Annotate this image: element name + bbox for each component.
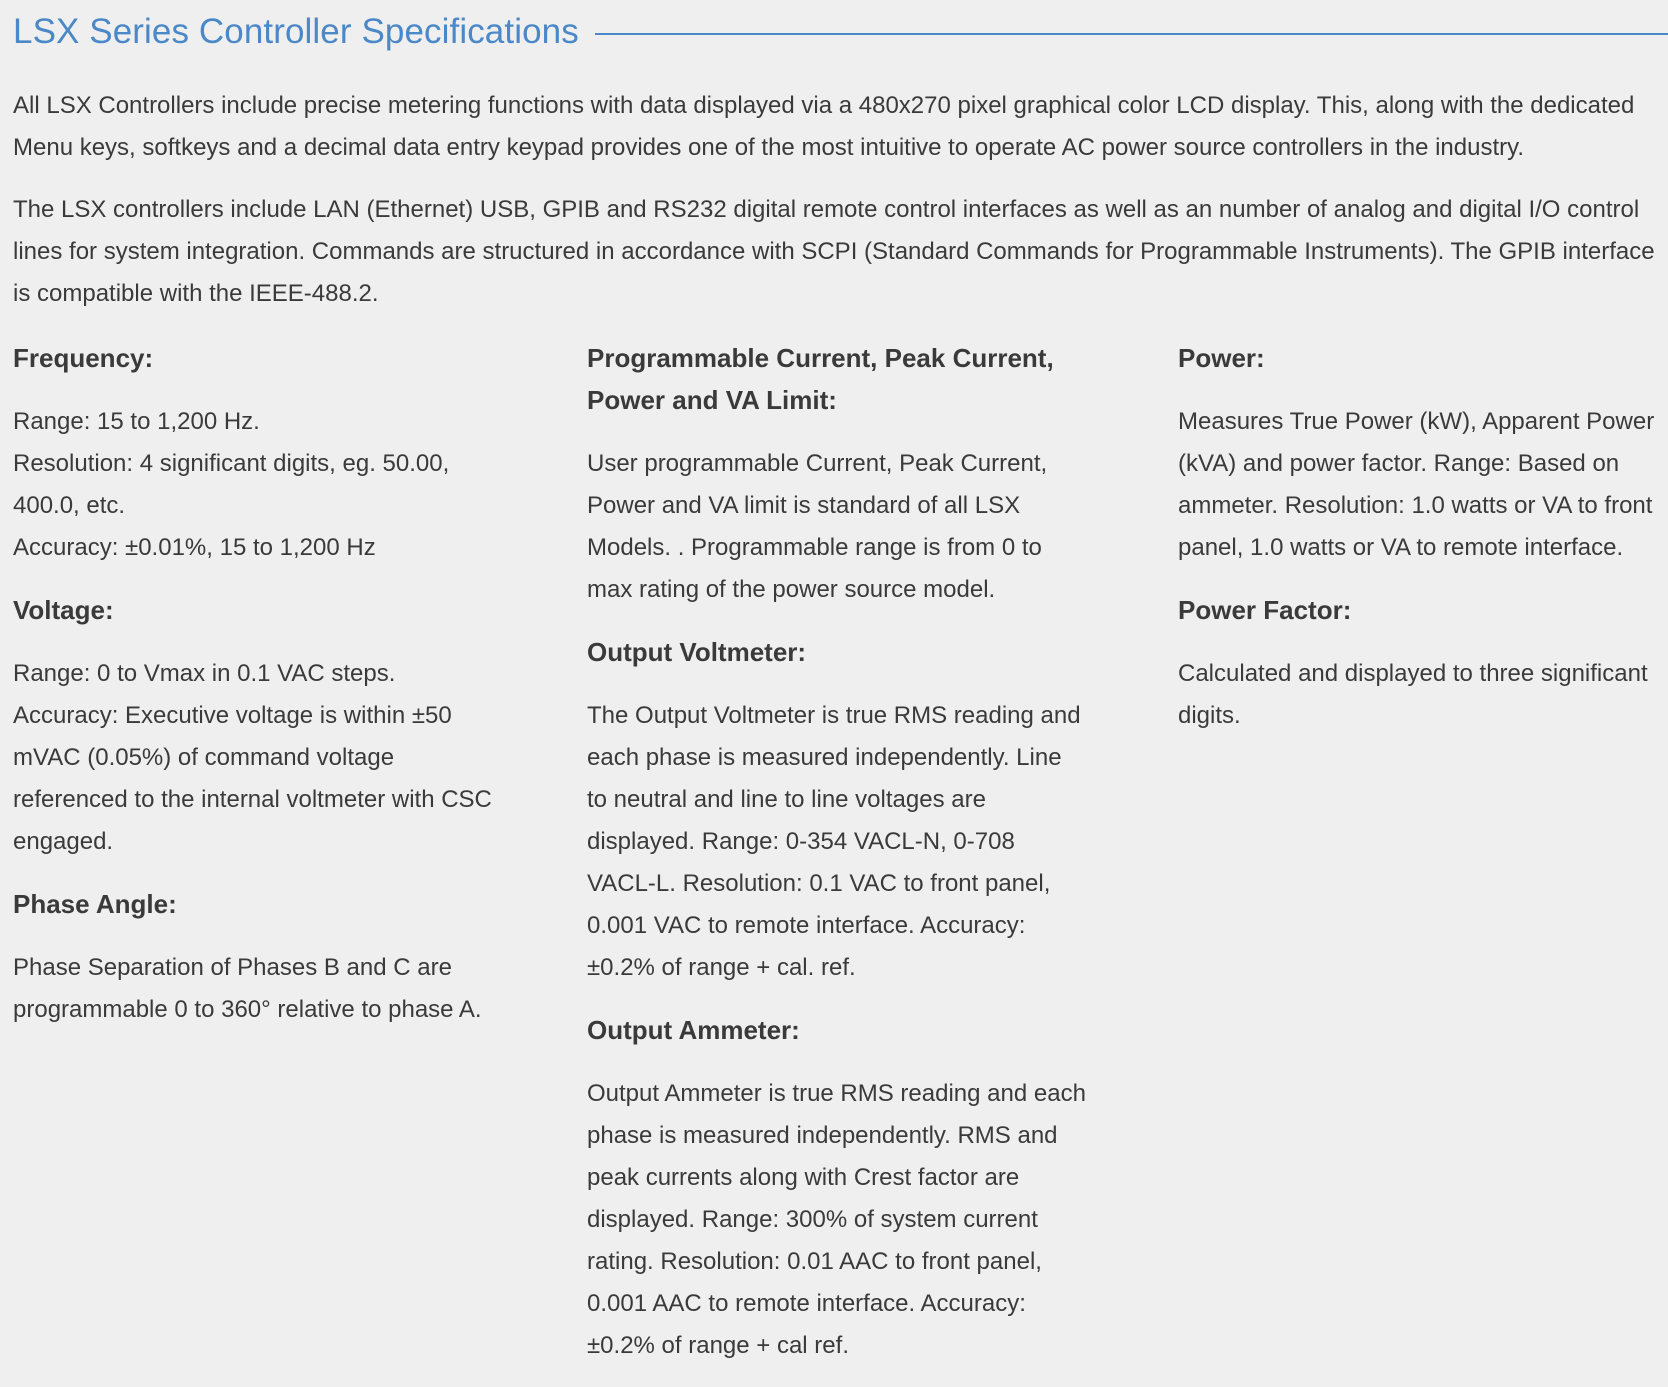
output-ammeter-text: Output Ammeter is true RMS reading and each phase is measured independently. RMS and peak currents along with Crest factor are displayed. Range: 300% of system current rating. Resolution: 0.01 AAC to front panel, 0.001 AAC to remote interface. Accuracy: ±0.2% of range + cal ref. [587, 1080, 1086, 1359]
intro-paragraph-display: All LSX Controllers include precise metering functions with data displayed via a 480x270 pixel graphical color LCD display. This, along with the dedicated Menu keys, softkeys and a decimal data entry keypad provides one of the most intuitive to operate AC power source controllers in the industry. [13, 92, 1635, 161]
voltage-range: Range: 0 to Vmax in 0.1 VAC steps. [13, 660, 396, 687]
voltage-accuracy: Accuracy: Executive voltage is within ±50 mVAC (0.05%) of command voltage referenced to the internal voltmeter with CSC engaged. [13, 702, 492, 855]
output-voltmeter-text: The Output Voltmeter is true RMS reading and each phase is measured independently. Line to neutral and line to line voltages are displayed. Range: 0-354 VACL-N, 0-708 VACL-L. Resolution: 0.1 VAC to front panel, 0.001 VAC to remote interface. Accuracy: ±0.2% of range + cal. ref. [587, 702, 1081, 981]
output-voltmeter-heading: Output Voltmeter: [587, 637, 807, 667]
voltage-specs [13, 653, 503, 863]
page-title: LSX Series Controller Specifications [13, 12, 579, 51]
spec-column-2 [587, 337, 1087, 1387]
output-ammeter-heading: Output Ammeter: [587, 1015, 800, 1045]
page-header [13, 8, 1668, 56]
voltage-heading: Voltage: [13, 595, 114, 625]
spec-column-3 [1178, 337, 1668, 757]
power-factor-text: Calculated and displayed to three significant digits. [1178, 660, 1648, 729]
power-heading: Power: [1178, 343, 1265, 373]
programmable-limits-heading: Programmable Current, Peak Current, Power and VA Limit: [587, 343, 1054, 415]
spec-column-1 [13, 337, 503, 1051]
frequency-specs [13, 401, 503, 569]
frequency-accuracy: Accuracy: ±0.01%, 15 to 1,200 Hz [13, 534, 376, 561]
phase-angle-text: Phase Separation of Phases B and C are programmable 0 to 360° relative to phase A. [13, 954, 482, 1023]
frequency-heading: Frequency: [13, 343, 154, 373]
phase-angle-heading: Phase Angle: [13, 889, 177, 919]
programmable-limits-text: User programmable Current, Peak Current, Power and VA limit is standard of all LSX Models. . Programmable range is from 0 to max rating of the power source model. [587, 450, 1048, 603]
power-text: Measures True Power (kW), Apparent Power (kVA) and power factor. Range: Based on ammeter. Resolution: 1.0 watts or VA to front panel, 1.0 watts or VA to remote interface. [1178, 408, 1655, 561]
frequency-range: Range: 15 to 1,200 Hz. [13, 408, 260, 435]
intro-paragraph-interfaces: The LSX controllers include LAN (Ethernet) USB, GPIB and RS232 digital remote control interfaces as well as an number of analog and digital I/O control lines for system integration. Commands are structured in accordance with SCPI (Standard Commands for Programmable Instruments). The GPIB interface is compatible with the IEEE-488.2. [13, 196, 1655, 307]
power-factor-heading: Power Factor: [1178, 595, 1352, 625]
frequency-resolution: Resolution: 4 significant digits, eg. 50.00, 400.0, etc. [13, 450, 450, 519]
title-divider [595, 33, 1668, 35]
